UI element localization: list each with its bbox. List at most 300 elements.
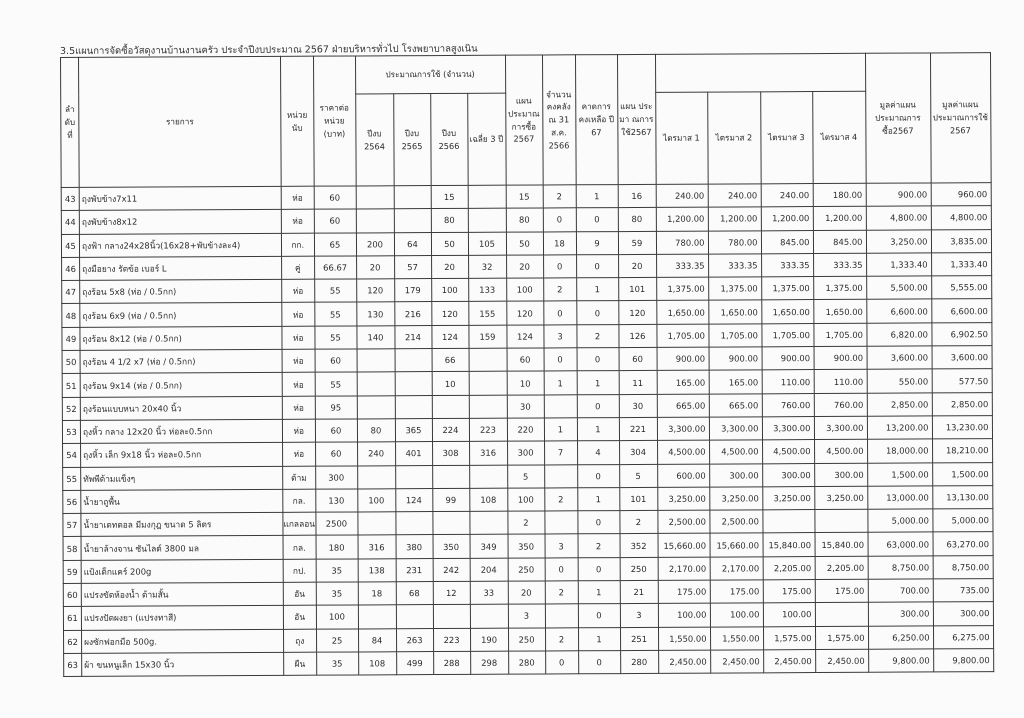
row-q4: 760.00 (814, 393, 867, 417)
row-use-value: 9,800.00 (933, 649, 993, 673)
row-buy-value: 6,820.00 (866, 323, 931, 347)
row-item: ถุงร้อน 8x12 (ห่อ / 0.5กก) (80, 326, 282, 350)
row-buy-plan: 120 (506, 301, 543, 324)
row-use-plan: 20 (618, 254, 656, 277)
row-item: ถุงพับข้าง8x12 (79, 210, 281, 234)
row-q3: 900.00 (762, 347, 814, 371)
row-price: 35 (316, 652, 358, 676)
row-q4: 845.00 (813, 230, 866, 254)
row-buy-plan: 5 (507, 465, 544, 488)
row-avg3: 159 (468, 325, 506, 348)
row-y2565: 499 (396, 651, 433, 674)
row-avg3: 190 (470, 628, 508, 651)
row-use-value: 1,500.00 (932, 462, 992, 486)
row-q4: 1,575.00 (815, 626, 868, 650)
row-stock: 0 (545, 558, 578, 581)
row-buy-value: 550.00 (867, 369, 932, 393)
row-q1: 665.00 (657, 394, 709, 418)
row-q4: 3,250.00 (814, 486, 867, 510)
row-use-plan: 120 (618, 301, 656, 324)
row-use-value: 300.00 (933, 602, 993, 626)
header-q2: ไตรมาส 2 (707, 92, 760, 184)
row-price: 180 (316, 535, 358, 559)
row-remain: 1 (578, 581, 620, 605)
row-avg3: 155 (468, 302, 506, 325)
row-q4: 333.35 (813, 253, 866, 277)
row-stock: 1 (544, 371, 577, 394)
header-y2566: ปีงบ 2566 (430, 93, 467, 185)
row-use-value: 13,230.00 (932, 416, 992, 440)
row-avg3: 349 (470, 535, 508, 558)
row-y2565: 214 (394, 325, 431, 348)
row-q3: 760.00 (762, 393, 814, 417)
document-title: 3.5แผนการจัดซื้อวัสดุงานบ้านงานครัว ประจำปีงบประมาณ 2567 ฝ่ายบริหารทั่วไป โรงพยาบาลสูงเนิน (59, 43, 478, 57)
row-unit: ถุง (283, 629, 316, 652)
row-y2564 (358, 605, 396, 628)
row-use-plan: 80 (618, 208, 656, 231)
row-y2566: 223 (433, 628, 470, 651)
row-buy-value: 300.00 (868, 602, 933, 626)
row-buy-value: 13,000.00 (867, 486, 932, 510)
row-buy-value: 700.00 (868, 579, 933, 603)
row-y2566: 350 (433, 535, 470, 558)
row-unit: ห่อ (282, 396, 315, 419)
row-buy-plan: 250 (508, 558, 545, 581)
row-q4: 300.00 (814, 463, 867, 487)
row-remain: 0 (577, 394, 619, 418)
row-use-value: 5,555.00 (931, 276, 991, 300)
row-y2564 (357, 349, 395, 372)
row-q3: 1,575.00 (763, 626, 815, 650)
row-price: 25 (316, 629, 358, 653)
row-no: 54 (63, 444, 81, 467)
row-buy-value: 1,500.00 (867, 463, 932, 487)
row-use-value: 6,902.50 (931, 322, 991, 346)
row-buy-plan: 30 (507, 395, 544, 418)
row-remain: 2 (578, 534, 620, 558)
row-y2564: 80 (357, 419, 395, 442)
row-remain: 1 (577, 487, 619, 511)
row-use-plan: 251 (620, 627, 658, 650)
row-unit: ห่อ (282, 349, 315, 372)
row-avg3 (470, 605, 508, 628)
row-q2: 2,450.00 (710, 650, 763, 674)
row-unit: คู่ (282, 256, 315, 279)
row-unit: อัน (283, 606, 316, 629)
row-q1: 3,250.00 (657, 487, 709, 511)
row-q1: 4,500.00 (657, 440, 709, 464)
row-y2565: 401 (395, 442, 432, 465)
row-q2: 780.00 (708, 230, 761, 254)
row-q3: 1,200.00 (761, 207, 813, 231)
row-no: 46 (62, 257, 80, 280)
row-q3: 3,300.00 (762, 417, 814, 441)
row-q4: 110.00 (814, 370, 867, 394)
row-remain: 1 (577, 371, 619, 395)
row-use-plan: 280 (620, 650, 658, 673)
row-y2566: 15 (431, 185, 468, 208)
row-use-plan: 221 (619, 417, 657, 440)
row-q1: 165.00 (657, 370, 709, 394)
row-buy-value: 8,750.00 (868, 556, 933, 580)
row-price: 66.67 (314, 256, 356, 280)
header-usage-group: ประมาณการใช้ (จำนวน) (355, 55, 505, 94)
row-y2565 (396, 605, 433, 628)
row-q4: 1,705.00 (813, 323, 866, 347)
row-q2: 165.00 (709, 370, 762, 394)
row-buy-plan: 124 (506, 325, 543, 348)
row-price: 60 (315, 442, 357, 466)
row-use-plan: 11 (619, 371, 657, 394)
row-no: 56 (63, 490, 81, 513)
row-stock (545, 604, 578, 627)
row-no: 63 (64, 653, 82, 676)
row-q3: 110.00 (762, 370, 814, 394)
row-use-plan: 101 (618, 278, 656, 301)
row-price: 60 (314, 209, 356, 233)
header-q1: ไตรมาส 1 (655, 92, 707, 184)
row-remain: 0 (577, 511, 619, 535)
row-q2: 4,500.00 (709, 440, 762, 464)
row-item: ทัพพีด้ามแข็งๆ (81, 466, 283, 490)
row-y2566: 66 (432, 348, 469, 371)
row-price: 55 (314, 326, 356, 350)
row-y2564 (357, 395, 395, 418)
row-avg3: 298 (470, 651, 508, 674)
row-y2565: 380 (396, 535, 433, 558)
row-unit: ห่อ (281, 209, 314, 232)
row-stock: 18 (543, 231, 576, 254)
row-q1: 900.00 (657, 347, 709, 371)
row-q1: 1,375.00 (656, 277, 708, 301)
row-y2566: 224 (432, 418, 469, 441)
row-stock: 0 (543, 255, 576, 278)
row-q1: 2,500.00 (657, 510, 709, 534)
row-avg3 (469, 348, 507, 371)
row-q4: 175.00 (815, 579, 868, 603)
row-y2565: 179 (394, 279, 431, 302)
procurement-table (60, 52, 994, 677)
row-use-value: 960.00 (931, 183, 991, 207)
row-use-value: 6,275.00 (933, 625, 993, 649)
row-y2566 (432, 465, 469, 488)
row-buy-value: 6,600.00 (866, 299, 931, 323)
row-buy-plan: 10 (507, 371, 544, 394)
row-q2: 175.00 (710, 580, 763, 604)
row-avg3: 223 (469, 418, 507, 441)
row-q3: 1,375.00 (761, 277, 813, 301)
row-price: 35 (316, 582, 358, 606)
row-no: 60 (63, 583, 81, 606)
row-q4: 4,500.00 (814, 440, 867, 464)
row-q4: 1,650.00 (813, 300, 866, 324)
row-use-plan: 304 (619, 441, 657, 464)
row-price: 55 (314, 302, 356, 326)
row-no: 61 (63, 607, 81, 630)
row-stock (544, 464, 577, 487)
row-stock: 0 (543, 208, 576, 231)
row-item: ถุงฟ้า กลาง24x28นิ้ว(16x28+พับข้างละ4) (79, 233, 281, 257)
row-y2566 (432, 395, 469, 418)
row-y2566: 20 (431, 255, 468, 278)
row-item: น้ำยาเดทตอล มีมงกุฎ ขนาด 5 ลิตร (81, 512, 283, 536)
row-y2566: 12 (433, 581, 470, 604)
row-unit: ห่อ (283, 442, 316, 465)
row-item: ถุงร้อน 5x8 (ห่อ / 0.5กก) (80, 280, 282, 304)
row-no: 53 (62, 420, 80, 443)
row-q1: 175.00 (658, 580, 710, 604)
row-stock: 2 (543, 185, 576, 208)
row-q1: 1,650.00 (656, 301, 708, 325)
row-remain: 0 (576, 254, 618, 278)
row-q3: 15,840.00 (763, 533, 815, 557)
row-use-plan: 352 (620, 534, 658, 557)
row-q2: 2,500.00 (709, 510, 762, 534)
row-q2: 1,550.00 (710, 626, 763, 650)
row-stock: 0 (543, 301, 576, 324)
row-unit: ห่อ (281, 186, 314, 209)
row-no: 47 (62, 281, 80, 304)
row-buy-value: 2,850.00 (867, 393, 932, 417)
row-stock: 7 (544, 441, 577, 464)
header-unit: หน่วย นับ (280, 56, 313, 186)
row-q4: 1,375.00 (813, 276, 866, 300)
row-price: 100 (316, 605, 358, 629)
row-remain: 2 (576, 324, 618, 348)
row-y2564 (356, 186, 394, 209)
row-buy-plan: 350 (508, 534, 545, 557)
row-q2: 1,375.00 (708, 277, 761, 301)
row-y2565: 57 (394, 255, 431, 278)
row-q2: 333.35 (708, 254, 761, 278)
row-stock: 1 (544, 418, 577, 441)
row-no: 51 (62, 374, 80, 397)
row-q3: 1,650.00 (761, 300, 813, 324)
row-y2564: 108 (358, 652, 396, 675)
table-row (64, 649, 994, 677)
row-q3: 240.00 (761, 184, 813, 208)
row-buy-plan: 3 (508, 604, 545, 627)
table-body (61, 183, 993, 677)
row-y2566 (432, 512, 469, 535)
row-no: 44 (61, 211, 79, 234)
row-remain: 0 (577, 348, 619, 372)
header-price: ราคาต่อ หน่วย (บาท) (313, 56, 356, 186)
row-buy-value: 13,200.00 (867, 416, 932, 440)
row-q3: 333.35 (761, 253, 813, 277)
row-q2: 15,660.00 (710, 533, 763, 557)
row-avg3: 316 (469, 441, 507, 464)
row-avg3 (468, 185, 506, 208)
row-q3: 3,250.00 (762, 486, 814, 510)
row-use-plan: 250 (620, 557, 658, 580)
row-q1: 1,705.00 (656, 324, 708, 348)
row-item: แปรงปัดผงยา (แปรงทาสี) (81, 606, 283, 630)
row-remain: 1 (576, 278, 618, 302)
row-item: ถุงร้อน 4 1/2 x7 (ห่อ / 0.5กก) (80, 349, 282, 373)
row-y2564: 120 (356, 279, 394, 302)
row-y2564 (356, 209, 394, 232)
row-y2566: 80 (431, 209, 468, 232)
row-stock: 3 (545, 534, 578, 557)
row-unit: กล. (283, 536, 316, 559)
row-q4 (815, 603, 868, 627)
row-y2565 (394, 209, 431, 232)
row-q1: 100.00 (658, 603, 710, 627)
row-buy-plan: 50 (506, 232, 543, 255)
header-buy-value: มูลค่าแผน ประมาณการ ซื้อ2567 (865, 53, 931, 183)
row-buy-value: 63,000.00 (868, 532, 933, 556)
header-buy-plan: แผน ประมาณ การซื้อ 2567 (505, 55, 543, 185)
row-unit: ด้าม (283, 466, 316, 489)
row-use-value: 735.00 (933, 579, 993, 603)
row-use-value: 3,835.00 (931, 229, 991, 253)
row-q3: 845.00 (761, 230, 813, 254)
row-y2566: 50 (431, 232, 468, 255)
row-buy-value: 1,333.40 (866, 253, 931, 277)
row-price: 130 (315, 489, 357, 513)
row-use-value: 3,600.00 (932, 346, 992, 370)
row-avg3 (469, 511, 507, 534)
row-unit: กป. (283, 559, 316, 582)
row-y2566: 308 (432, 442, 469, 465)
row-remain: 1 (578, 627, 620, 651)
row-unit: อัน (283, 582, 316, 605)
row-item: แป้งเด็กแคร์ 200g (81, 559, 283, 583)
row-y2564: 138 (358, 558, 396, 581)
row-q3: 100.00 (763, 603, 815, 627)
row-q2: 240.00 (708, 184, 761, 208)
row-price: 60 (315, 419, 357, 443)
row-buy-value: 18,000.00 (867, 439, 932, 463)
row-stock (544, 511, 577, 534)
row-use-plan: 2 (619, 511, 657, 534)
row-q2: 300.00 (709, 463, 762, 487)
row-y2566: 288 (433, 651, 470, 674)
header-remain: คาดการ คงเหลือ ปี 67 (575, 55, 618, 185)
row-no: 45 (61, 234, 79, 257)
row-use-plan: 126 (618, 324, 656, 347)
row-q1: 600.00 (657, 464, 709, 488)
row-stock: 3 (543, 325, 576, 348)
row-y2565 (395, 465, 432, 488)
row-no: 49 (62, 327, 80, 350)
row-q2: 900.00 (709, 347, 762, 371)
row-item: ถุงร้อน 6x9 (ห่อ / 0.5กก) (80, 303, 282, 327)
row-stock: 2 (545, 627, 578, 650)
row-buy-plan: 2 (507, 511, 544, 534)
header-item: รายการ (79, 56, 282, 187)
row-buy-value: 3,600.00 (867, 346, 932, 370)
row-stock: 0 (544, 348, 577, 371)
row-use-value: 2,850.00 (932, 392, 992, 416)
header-use-plan: แผน ประมา ณการ ใช้2567 (617, 54, 656, 184)
row-q1: 2,170.00 (658, 557, 710, 581)
row-avg3: 33 (470, 581, 508, 604)
row-buy-plan: 300 (507, 441, 544, 464)
row-unit: ห่อ (282, 419, 315, 442)
row-remain: 1 (577, 418, 619, 442)
row-q2: 665.00 (709, 394, 762, 418)
row-use-plan: 21 (620, 580, 658, 603)
row-no: 57 (63, 514, 81, 537)
row-no: 43 (61, 187, 79, 210)
row-y2565: 64 (394, 232, 431, 255)
row-y2565: 231 (396, 558, 433, 581)
row-buy-value: 4,800.00 (866, 206, 931, 230)
row-item: ผงซักฟอกมือ 500g. (82, 629, 284, 653)
header-use-value: มูลค่าแผน ประมาณการใช้ 2567 (930, 53, 991, 183)
row-use-value: 577.50 (932, 369, 992, 393)
row-buy-plan: 80 (506, 208, 543, 231)
row-avg3 (469, 465, 507, 488)
row-q3: 1,705.00 (761, 323, 813, 347)
row-y2564: 84 (358, 628, 396, 651)
row-stock: 2 (543, 278, 576, 301)
row-unit: ห่อ (282, 279, 315, 302)
row-use-value: 8,750.00 (933, 555, 993, 579)
row-avg3: 133 (468, 278, 506, 301)
row-use-value: 18,210.00 (932, 439, 992, 463)
procurement-table-sheet (60, 52, 994, 677)
row-buy-plan: 250 (508, 628, 545, 651)
row-q1: 1,200.00 (656, 207, 708, 231)
row-y2564: 240 (357, 442, 395, 465)
row-q1: 15,660.00 (658, 534, 710, 558)
row-price: 55 (314, 279, 356, 303)
row-q4: 3,300.00 (814, 416, 867, 440)
row-use-value: 5,000.00 (932, 509, 992, 533)
row-unit: แกลลอน (283, 512, 316, 535)
row-item: น้ำยาถูพื้น (81, 489, 283, 513)
row-q3: 2,450.00 (763, 649, 815, 673)
row-price: 65 (314, 233, 356, 257)
row-avg3: 204 (470, 558, 508, 581)
header-avg3: เฉลี่ย 3 ปี (467, 93, 505, 185)
row-y2564: 18 (358, 582, 396, 605)
row-no: 59 (63, 560, 81, 583)
row-price: 95 (315, 396, 357, 420)
row-y2565 (395, 512, 432, 535)
row-y2565 (394, 186, 431, 209)
row-item: ถุงหิ้ว กลาง 12x20 นิ้ว ห่อละ0.5กก (80, 419, 282, 443)
row-buy-value: 5,000.00 (867, 509, 932, 533)
row-unit: ห่อ (282, 373, 315, 396)
row-y2565: 124 (395, 488, 432, 511)
row-q1: 3,300.00 (657, 417, 709, 441)
row-item: แปรงขัดห้องน้ำ ด้ามสั้น (81, 582, 283, 606)
row-q4: 2,450.00 (815, 649, 868, 673)
row-q2: 1,200.00 (708, 207, 761, 231)
row-avg3: 108 (469, 488, 507, 511)
row-remain: 0 (578, 651, 620, 675)
row-avg3 (468, 208, 506, 231)
row-item: ถุงร้อนแบบหนา 20x40 นิ้ว (80, 396, 282, 420)
row-buy-value: 9,800.00 (868, 649, 933, 673)
row-unit: ผืน (284, 652, 317, 675)
row-y2565: 365 (395, 419, 432, 442)
row-item: น้ำยาล้างจาน ซันไลต์ 3800 มล (81, 536, 283, 560)
row-avg3: 105 (468, 232, 506, 255)
row-use-value: 13,130.00 (932, 485, 992, 509)
row-q2: 100.00 (710, 603, 763, 627)
row-q2: 3,250.00 (709, 487, 762, 511)
row-price: 55 (315, 372, 357, 396)
row-stock: 2 (545, 581, 578, 604)
row-item: ถุงพับข้าง7x11 (79, 186, 281, 210)
row-unit: กก. (281, 233, 314, 256)
row-q2: 1,705.00 (708, 324, 761, 348)
